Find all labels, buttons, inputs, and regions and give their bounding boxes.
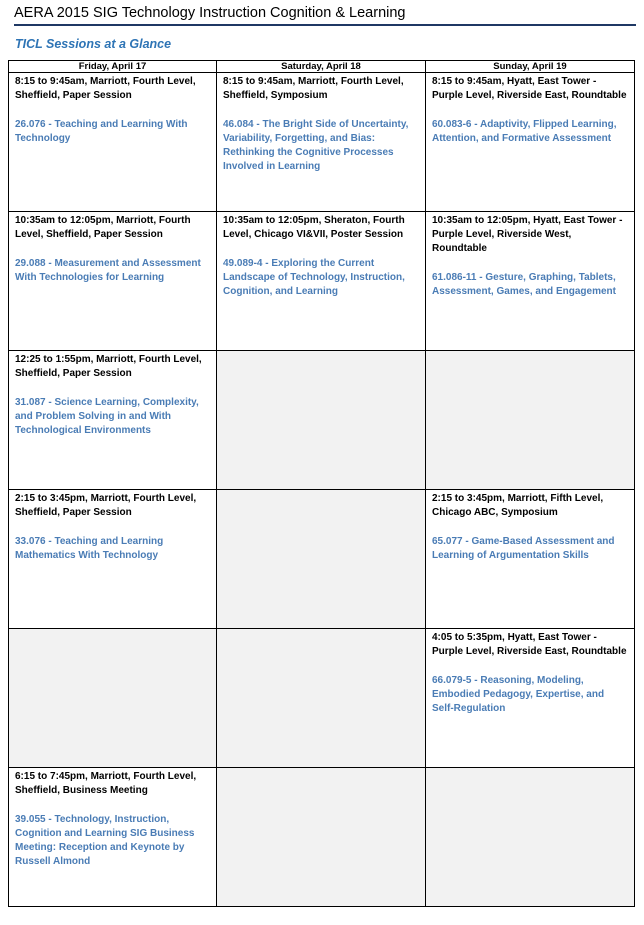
session-time-location: 4:05 to 5:35pm, Hyatt, East Tower - Purple Level, Riverside East, Roundtable <box>432 632 627 657</box>
time-slot-row <box>9 351 635 490</box>
session-block <box>426 490 634 563</box>
session-time-location: 12:25 to 1:55pm, Marriott, Fourth Level, Sheffield, Paper Session <box>15 354 202 379</box>
day-header-row <box>9 61 635 73</box>
session-title: 26.076 - Teaching and Learning With Technology <box>15 119 188 144</box>
page-header <box>14 4 636 26</box>
session-block <box>426 73 634 146</box>
session-time-location: 10:35am to 12:05pm, Marriott, Fourth Level, Sheffield, Paper Session <box>15 215 191 240</box>
schedule-body <box>9 73 635 907</box>
empty-cell <box>217 768 426 907</box>
time-slot-row <box>9 73 635 212</box>
session-title: 31.087 - Science Learning, Complexity, and Problem Solving in and With Technological Environments <box>15 397 199 436</box>
empty-cell <box>217 629 426 768</box>
session-cell-friday <box>9 212 217 351</box>
session-cell-friday <box>9 490 217 629</box>
schedule-table <box>8 60 635 907</box>
session-cell-sunday <box>426 73 635 212</box>
session-cell-saturday <box>217 212 426 351</box>
session-block <box>217 73 425 174</box>
page-header-title: AERA 2015 SIG Technology Instruction Cognition & Learning <box>14 5 406 21</box>
time-slot-row <box>9 768 635 907</box>
session-time-location: 2:15 to 3:45pm, Marriott, Fourth Level, Sheffield, Paper Session <box>15 493 197 518</box>
session-title: 65.077 - Game-Based Assessment and Learning of Argumentation Skills <box>432 536 615 561</box>
session-time-location: 10:35am to 12:05pm, Hyatt, East Tower - Purple Level, Riverside West, Roundtable <box>432 215 623 254</box>
session-time-location: 10:35am to 12:05pm, Sheraton, Fourth Level, Chicago VI&VII, Poster Session <box>223 215 405 240</box>
session-time-location: 8:15 to 9:45am, Marriott, Fourth Level, Sheffield, Symposium <box>223 76 404 101</box>
session-time-location: 8:15 to 9:45am, Hyatt, East Tower - Purple Level, Riverside East, Roundtable <box>432 76 627 101</box>
time-slot-row <box>9 629 635 768</box>
session-title: 61.086-11 - Gesture, Graphing, Tablets, Assessment, Games, and Engagement <box>432 272 616 297</box>
session-time-location: 8:15 to 9:45am, Marriott, Fourth Level, Sheffield, Paper Session <box>15 76 196 101</box>
session-cell-sunday <box>426 490 635 629</box>
day-header-friday: Friday, April 17 <box>9 61 217 73</box>
session-block <box>426 212 634 299</box>
session-title: 33.076 - Teaching and Learning Mathematics With Technology <box>15 536 164 561</box>
session-block <box>9 768 216 869</box>
session-cell-sunday <box>426 629 635 768</box>
session-block <box>9 212 216 285</box>
session-cell-saturday <box>217 73 426 212</box>
session-block <box>426 629 634 716</box>
section-title: TICL Sessions at a Glance <box>15 37 172 51</box>
session-block <box>217 212 425 299</box>
session-title: 66.079-5 - Reasoning, Modeling, Embodied Pedagogy, Expertise, and Self-Regulation <box>432 675 605 714</box>
session-title: 46.084 - The Bright Side of Uncertainty, Variability, Forgetting, and Bias: Rethinking the Cognitive Processes Involved in Learning <box>223 119 409 172</box>
session-block <box>9 351 216 438</box>
session-title: 39.055 - Technology, Instruction, Cognition and Learning SIG Business Meeting: Reception and Keynote by Russell Almond <box>15 814 195 867</box>
session-cell-friday <box>9 73 217 212</box>
day-header-sunday: Sunday, April 19 <box>426 61 635 73</box>
session-time-location: 6:15 to 7:45pm, Marriott, Fourth Level, Sheffield, Business Meeting <box>15 771 197 796</box>
time-slot-row <box>9 212 635 351</box>
session-cell-friday <box>9 351 217 490</box>
session-title: 29.088 - Measurement and Assessment With Technologies for Learning <box>15 258 201 283</box>
empty-cell <box>9 629 217 768</box>
empty-cell <box>217 351 426 490</box>
session-title: 60.083-6 - Adaptivity, Flipped Learning, Attention, and Formative Assessment <box>432 119 617 144</box>
session-cell-friday <box>9 768 217 907</box>
session-time-location: 2:15 to 3:45pm, Marriott, Fifth Level, Chicago ABC, Symposium <box>432 493 604 518</box>
day-header-saturday: Saturday, April 18 <box>217 61 426 73</box>
empty-cell <box>426 768 635 907</box>
session-block <box>9 490 216 563</box>
time-slot-row <box>9 490 635 629</box>
empty-cell <box>217 490 426 629</box>
session-title: 49.089-4 - Exploring the Current Landscape of Technology, Instruction, Cognition, and Learning <box>223 258 405 297</box>
session-cell-sunday <box>426 212 635 351</box>
session-block <box>9 73 216 146</box>
empty-cell <box>426 351 635 490</box>
